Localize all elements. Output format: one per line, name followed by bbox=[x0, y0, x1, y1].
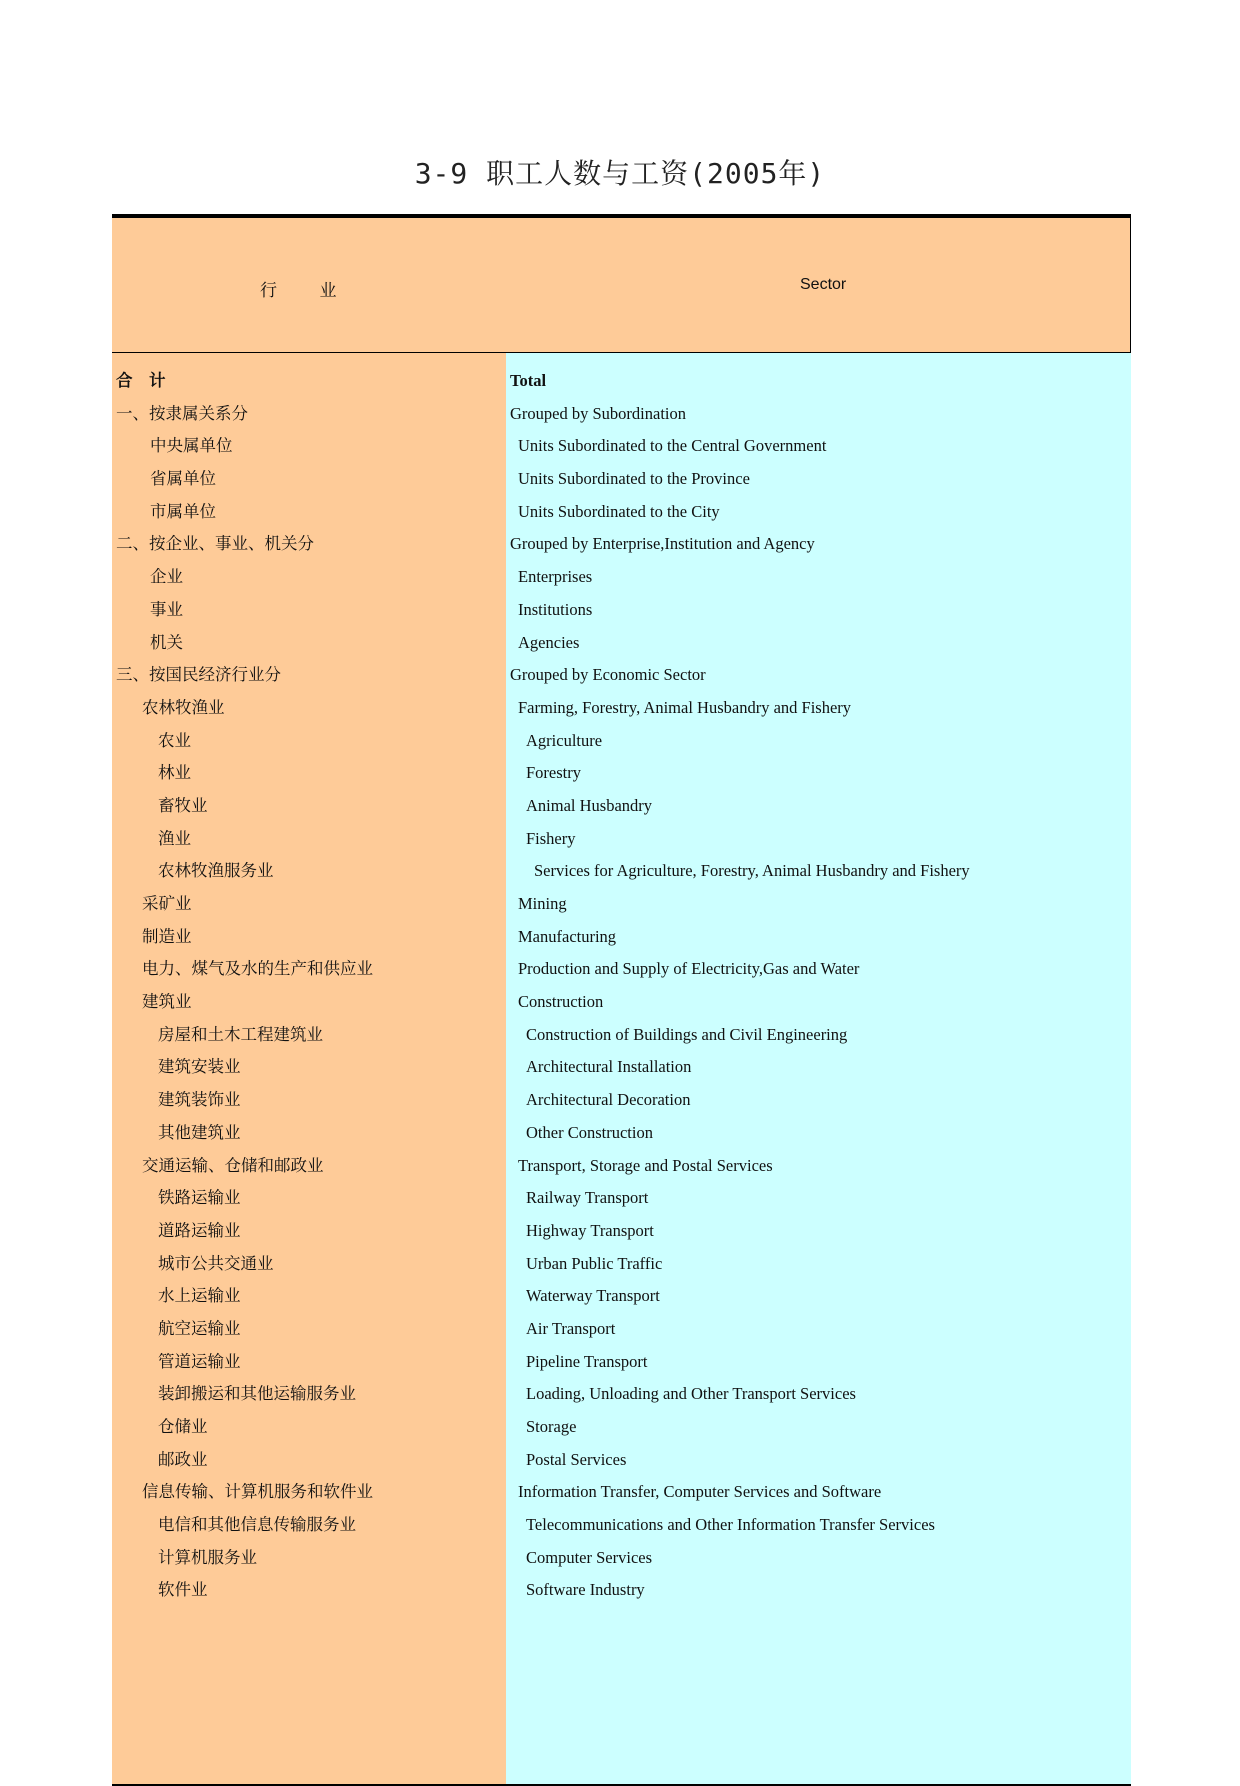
table-row-cn: 计算机服务业 bbox=[158, 1547, 257, 1567]
table-row-cn: 农业 bbox=[158, 730, 191, 750]
table-row-cn: 畜牧业 bbox=[158, 795, 208, 815]
table-body bbox=[112, 353, 1131, 1786]
table-row-en: Waterway Transport bbox=[526, 1286, 660, 1306]
table-row-en: Units Subordinated to the City bbox=[518, 501, 720, 521]
table-row-cn: 农林牧渔业 bbox=[142, 697, 225, 717]
table-row-en: Information Transfer, Computer Services and Software bbox=[518, 1482, 882, 1502]
table-row-cn: 林业 bbox=[158, 763, 191, 783]
table-row-cn: 水上运输业 bbox=[158, 1286, 241, 1306]
table-row-en: Construction bbox=[518, 992, 604, 1012]
table-row-cn: 城市公共交通业 bbox=[158, 1253, 274, 1273]
table-row-en: Highway Transport bbox=[526, 1220, 654, 1240]
page-title: 3-9 职工人数与工资(2005年) bbox=[414, 157, 826, 190]
table-row-en: Agriculture bbox=[526, 730, 603, 750]
table-row-en: Enterprises bbox=[518, 567, 593, 587]
table-row-cn: 交通运输、仓储和邮政业 bbox=[142, 1155, 324, 1175]
table-row-en: Forestry bbox=[526, 763, 581, 783]
table-row-en: Services for Agriculture, Forestry, Animal Husbandry and Fishery bbox=[534, 861, 970, 881]
table-row-en: Agencies bbox=[518, 632, 580, 652]
table-row-cn: 房屋和土木工程建筑业 bbox=[158, 1024, 323, 1044]
table-row-en: Grouped by Economic Sector bbox=[510, 665, 706, 685]
table-header bbox=[112, 218, 1131, 353]
table-row-cn: 电力、煤气及水的生产和供应业 bbox=[142, 959, 373, 979]
table-row-cn: 农林牧渔服务业 bbox=[158, 861, 274, 881]
table-row-en: Urban Public Traffic bbox=[526, 1253, 663, 1273]
table-row-en: Pipeline Transport bbox=[526, 1351, 648, 1371]
table-row-cn: 企业 bbox=[150, 567, 183, 587]
table-row-cn: 仓储业 bbox=[158, 1417, 208, 1436]
table-row-en: Storage bbox=[526, 1417, 577, 1436]
table-row-en: Transport, Storage and Postal Services bbox=[518, 1155, 773, 1175]
table-row-en: Units Subordinated to the Central Government bbox=[518, 436, 827, 456]
sector-table bbox=[112, 214, 1131, 1786]
table-row-cn: 管道运输业 bbox=[158, 1351, 241, 1371]
table-row-cn: 事业 bbox=[150, 599, 183, 619]
table-row-en: Animal Husbandry bbox=[526, 795, 653, 815]
table-row-en: Grouped by Enterprise,Institution and Agency bbox=[510, 534, 815, 554]
table-row-cn: 省属单位 bbox=[150, 469, 216, 489]
table-row-en: Other Construction bbox=[526, 1122, 653, 1142]
table-row-en: Postal Services bbox=[526, 1449, 627, 1469]
table-row-en: Construction of Buildings and Civil Engineering bbox=[526, 1024, 848, 1044]
table-row-en: Manufacturing bbox=[518, 926, 617, 946]
table-row-en: Farming, Forestry, Animal Husbandry and Fishery bbox=[518, 697, 852, 717]
table-row-cn: 建筑业 bbox=[142, 992, 192, 1012]
table-row-cn: 采矿业 bbox=[142, 894, 192, 913]
table-row-cn: 装卸搬运和其他运输服务业 bbox=[158, 1384, 356, 1404]
table-row-cn: 渔业 bbox=[158, 828, 191, 848]
table-row-cn: 市属单位 bbox=[150, 501, 216, 521]
table-row-en: Institutions bbox=[518, 599, 593, 619]
column-sector-cn bbox=[112, 353, 506, 1784]
column-sector-en bbox=[506, 353, 1131, 1784]
table-row-cn: 电信和其他信息传输服务业 bbox=[158, 1515, 356, 1535]
table-row-cn: 二、按企业、事业、机关分 bbox=[116, 534, 314, 554]
header-sector-en: Sector bbox=[800, 276, 847, 293]
table-row-cn: 建筑安装业 bbox=[158, 1057, 241, 1077]
table-row-cn: 软件业 bbox=[158, 1580, 208, 1600]
table-row-en: Railway Transport bbox=[526, 1188, 649, 1208]
table-row-cn: 制造业 bbox=[142, 926, 192, 946]
table-row-en: Architectural Installation bbox=[526, 1057, 692, 1077]
table-row-cn: 建筑装饰业 bbox=[158, 1090, 241, 1110]
table-row-cn: 铁路运输业 bbox=[158, 1188, 241, 1208]
table-row-en: Units Subordinated to the Province bbox=[518, 469, 750, 489]
header-sector-cn: 行 业 bbox=[260, 281, 337, 300]
table-row-en: Air Transport bbox=[526, 1318, 616, 1338]
table-row-en: Software Industry bbox=[526, 1580, 645, 1600]
table-row-en: Production and Supply of Electricity,Gas and Water bbox=[518, 959, 860, 979]
table-row-cn: 邮政业 bbox=[158, 1449, 208, 1469]
table-row-en: Grouped by Subordination bbox=[510, 403, 686, 423]
table-row-en: Telecommunications and Other Information Transfer Services bbox=[526, 1515, 935, 1535]
table-row-cn: 中央属单位 bbox=[150, 436, 233, 456]
table-row-en: Architectural Decoration bbox=[526, 1090, 691, 1110]
table-row-cn: 机关 bbox=[150, 632, 183, 652]
table-row-cn: 合 计 bbox=[116, 371, 166, 390]
table-row-en: Computer Services bbox=[526, 1547, 653, 1567]
table-row-en: Fishery bbox=[526, 828, 576, 848]
table-row-cn: 一、按隶属关系分 bbox=[116, 403, 248, 423]
table-row-cn: 信息传输、计算机服务和软件业 bbox=[142, 1482, 373, 1502]
table-row-en: Mining bbox=[518, 894, 567, 913]
table-row-cn: 道路运输业 bbox=[158, 1220, 241, 1240]
table-row-en: Loading, Unloading and Other Transport Services bbox=[526, 1384, 856, 1404]
table-row-cn: 其他建筑业 bbox=[158, 1122, 241, 1142]
table-row-cn: 航空运输业 bbox=[158, 1318, 241, 1338]
table-row-cn: 三、按国民经济行业分 bbox=[116, 665, 281, 685]
table-row-en: Total bbox=[510, 371, 547, 390]
